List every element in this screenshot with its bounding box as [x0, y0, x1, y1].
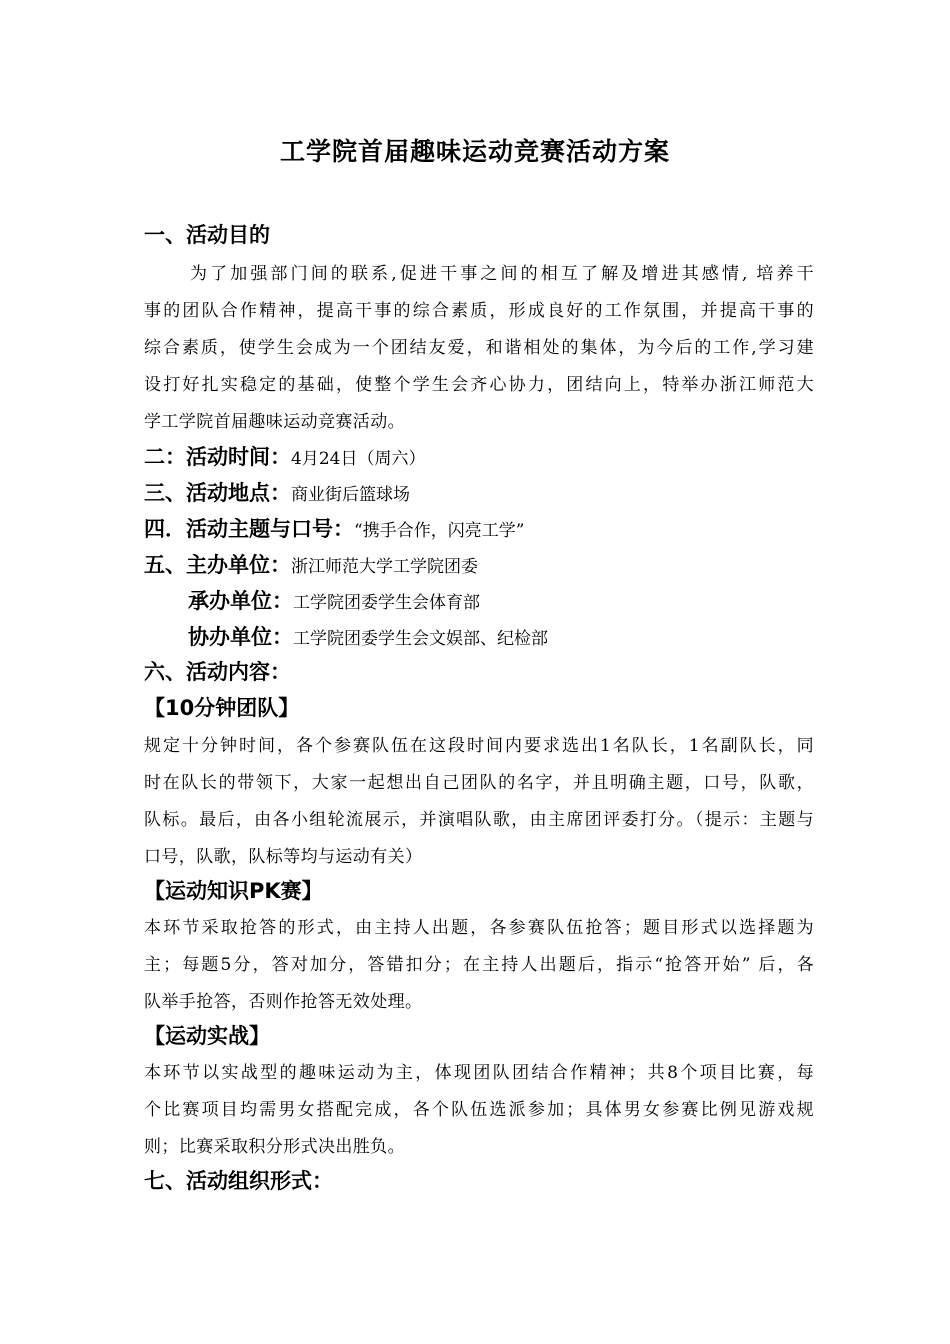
- section-1-line-5: 学工学院首届趣味运动竞赛活动。: [144, 412, 405, 432]
- section-5-row-3: [144, 621, 858, 651]
- section-6-heading: 六、活动内容：: [144, 660, 291, 684]
- section-2-row: [144, 441, 814, 471]
- section-5-label-3: 协办单位：: [188, 625, 293, 649]
- block-3-heading: 【运动实战】: [144, 1024, 270, 1048]
- section-1-line-4: 设打好扎实稳定的基础，使整个学生会齐心协力，团结向上，特举办浙江师范大: [144, 375, 814, 395]
- block-2-line-1: 本环节采取抢答的形式，由主持人出题，各参赛队伍抢答；题目形式以选择题为: [144, 918, 814, 938]
- section-5-label-2: 承办单位：: [188, 589, 293, 613]
- document-title: 工学院首届趣味运动竞赛活动方案: [279, 137, 670, 166]
- block-1-line-3: 队标。最后，由各小组轮流展示，并演唱队歌，由主席团评委打分。（提示：主题与: [144, 810, 814, 830]
- block-1-line-1: 规定十分钟时间，各个参赛队伍在这段时间内要求选出1名队长，1名副队长，同: [144, 736, 814, 756]
- block-1-line-2: 时在队长的带领下，大家一起想出自己团队的名字，并且明确主题，口号，队歌，: [144, 773, 814, 793]
- block-3-line-2: 个比赛项目均需男女搭配完成，各个队伍选派参加；具体男女参赛比例见游戏规: [144, 1100, 814, 1120]
- block-2-line-3: 队举手抢答，否则作抢答无效处理。: [144, 992, 423, 1012]
- section-3-row: [144, 477, 814, 507]
- section-1-line-1: 为了加强部门间的联系,促进干事之间的相互了解及增进其感情, 培养干: [190, 264, 814, 284]
- section-3-label: 三、活动地点：: [144, 481, 291, 505]
- block-3-line-3: 则；比赛采取积分形式决出胜负。: [144, 1137, 405, 1157]
- block-3-line-1: 本环节以实战型的趣味运动为主，体现团队团结合作精神；共8个项目比赛，每: [144, 1063, 814, 1083]
- section-5-value-3: 工学院团委学生会文娱部、纪检部: [293, 629, 548, 649]
- section-1-line-2: 事的团队合作精神，提高干事的综合素质，形成良好的工作氛围，并提高干事的: [144, 301, 814, 321]
- section-1-heading: 一、活动目的: [144, 223, 270, 247]
- block-1-line-4: 口号，队歌，队标等均与运动有关）: [144, 847, 423, 867]
- section-4-value: “携手合作，闪亮工学”: [354, 521, 525, 541]
- block-2-heading: 【运动知识PK赛】: [144, 879, 323, 903]
- section-7-heading: 七、活动组织形式：: [144, 1169, 333, 1193]
- section-2-label: 二：活动时间：: [144, 445, 291, 469]
- section-5-label: 五、主办单位：: [144, 553, 291, 577]
- section-3-value: 商业街后篮球场: [291, 485, 410, 505]
- section-1-line-3: 综合素质，使学生会成为一个团结友爱，和谐相处的集体，为今后的工作,学习建: [144, 338, 814, 358]
- section-2-value: 4月24日（周六）: [291, 449, 426, 469]
- section-4-label: 四．活动主题与口号：: [144, 517, 354, 541]
- block-1-heading: 【10分钟团队】: [144, 696, 300, 720]
- section-5-value: 浙江师范大学工学院团委: [291, 557, 478, 577]
- section-4-row: [144, 513, 814, 543]
- section-5-value-2: 工学院团委学生会体育部: [293, 593, 480, 613]
- block-2-line-2: 主；每题5分，答对加分，答错扣分；在主持人出题后，指示“抢答开始” 后，各: [144, 955, 814, 975]
- section-5-row-1: [144, 549, 814, 579]
- section-5-row-2: [144, 585, 858, 615]
